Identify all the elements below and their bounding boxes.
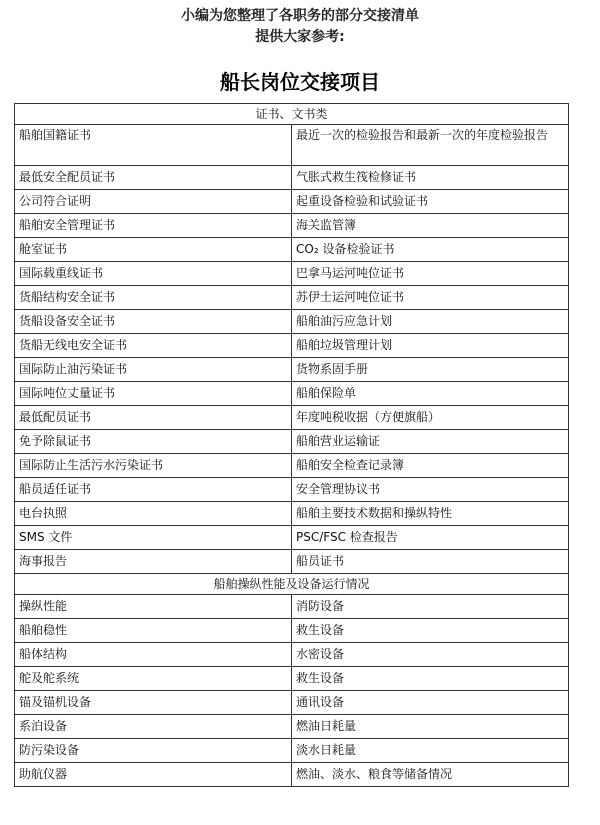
item-cell-left: 国际防止油污染证书	[15, 358, 292, 382]
table-row	[15, 595, 569, 619]
item-cell-left: 海事报告	[15, 550, 292, 574]
table-row	[15, 334, 569, 358]
item-cell-left: 船舶国籍证书	[15, 125, 292, 166]
intro-line-2: 提供大家参考:	[255, 29, 345, 45]
table-row	[15, 478, 569, 502]
item-cell-right: 船舶油污应急计划	[292, 310, 569, 334]
item-cell-left: 公司符合证明	[15, 190, 292, 214]
table-row	[15, 430, 569, 454]
table-row	[15, 619, 569, 643]
item-cell-right: 船舶安全检查记录簿	[292, 454, 569, 478]
table-row	[15, 526, 569, 550]
table-row	[15, 382, 569, 406]
table-row	[15, 667, 569, 691]
table-row	[15, 763, 569, 787]
item-cell-right: 消防设备	[292, 595, 569, 619]
item-cell-right: 巴拿马运河吨位证书	[292, 262, 569, 286]
item-cell-left: 货船无线电安全证书	[15, 334, 292, 358]
table-row	[15, 166, 569, 190]
item-cell-right: 货物系固手册	[292, 358, 569, 382]
item-cell-left: SMS 文件	[15, 526, 292, 550]
table-row	[15, 125, 569, 166]
item-cell-left: 最低配员证书	[15, 406, 292, 430]
item-cell-left: 最低安全配员证书	[15, 166, 292, 190]
item-cell-right: 淡水日耗量	[292, 739, 569, 763]
table-row	[15, 406, 569, 430]
item-cell-right: 船舶保险单	[292, 382, 569, 406]
item-cell-right: 海关监管簿	[292, 214, 569, 238]
item-cell-right: 起重设备检验和试验证书	[292, 190, 569, 214]
document-title: 船长岗位交接项目	[220, 70, 380, 94]
item-cell-left: 国际吨位丈量证书	[15, 382, 292, 406]
item-cell-left: 货船设备安全证书	[15, 310, 292, 334]
item-cell-left: 舵及舵系统	[15, 667, 292, 691]
table-row	[15, 643, 569, 667]
table-row	[15, 715, 569, 739]
item-cell-left: 船体结构	[15, 643, 292, 667]
table-row	[15, 502, 569, 526]
item-cell-right: 船舶主要技术数据和操纵特性	[292, 502, 569, 526]
table-row	[15, 550, 569, 574]
item-cell-left: 舱室证书	[15, 238, 292, 262]
item-cell-right: 船舶垃圾管理计划	[292, 334, 569, 358]
item-cell-right: 船员证书	[292, 550, 569, 574]
item-cell-right: 气胀式救生筏检修证书	[292, 166, 569, 190]
item-cell-right: 船舶营业运输证	[292, 430, 569, 454]
table-row	[15, 214, 569, 238]
item-cell-right: 救生设备	[292, 619, 569, 643]
handover-table	[14, 103, 569, 787]
section-heading: 证书、文书类	[15, 104, 569, 125]
intro-line-1: 小编为您整理了各职务的部分交接清单	[181, 8, 419, 24]
item-cell-right: 苏伊士运河吨位证书	[292, 286, 569, 310]
item-cell-left: 电台执照	[15, 502, 292, 526]
item-cell-right: 通讯设备	[292, 691, 569, 715]
item-cell-left: 锚及锚机设备	[15, 691, 292, 715]
item-cell-left: 防污染设备	[15, 739, 292, 763]
item-cell-left: 国际防止生活污水污染证书	[15, 454, 292, 478]
item-cell-right: PSC/FSC 检查报告	[292, 526, 569, 550]
table-row	[15, 739, 569, 763]
item-cell-left: 国际载重线证书	[15, 262, 292, 286]
item-cell-left: 免予除鼠证书	[15, 430, 292, 454]
item-cell-right: 最近一次的检验报告和最新一次的年度检验报告	[292, 125, 569, 166]
section-heading: 船舶操纵性能及设备运行情况	[15, 574, 569, 595]
table-row	[15, 454, 569, 478]
item-cell-left: 船员适任证书	[15, 478, 292, 502]
table-row	[15, 238, 569, 262]
table-body	[15, 104, 569, 787]
item-cell-right: 安全管理协议书	[292, 478, 569, 502]
item-cell-right: 救生设备	[292, 667, 569, 691]
item-cell-right: 年度吨税收据（方便旗船）	[292, 406, 569, 430]
intro-text	[0, 6, 600, 48]
item-cell-left: 系泊设备	[15, 715, 292, 739]
section-header-row	[15, 104, 569, 125]
table-row	[15, 691, 569, 715]
table-row	[15, 310, 569, 334]
item-cell-right: CO₂ 设备检验证书	[292, 238, 569, 262]
item-cell-left: 助航仪器	[15, 763, 292, 787]
item-cell-left: 操纵性能	[15, 595, 292, 619]
item-cell-right: 水密设备	[292, 643, 569, 667]
item-cell-left: 货船结构安全证书	[15, 286, 292, 310]
item-cell-right: 燃油、淡水、粮食等储备情况	[292, 763, 569, 787]
item-cell-left: 船舶稳性	[15, 619, 292, 643]
table-row	[15, 190, 569, 214]
section-header-row	[15, 574, 569, 595]
table-row	[15, 262, 569, 286]
table-row	[15, 358, 569, 382]
item-cell-left: 船舶安全管理证书	[15, 214, 292, 238]
table-row	[15, 286, 569, 310]
item-cell-right: 燃油日耗量	[292, 715, 569, 739]
